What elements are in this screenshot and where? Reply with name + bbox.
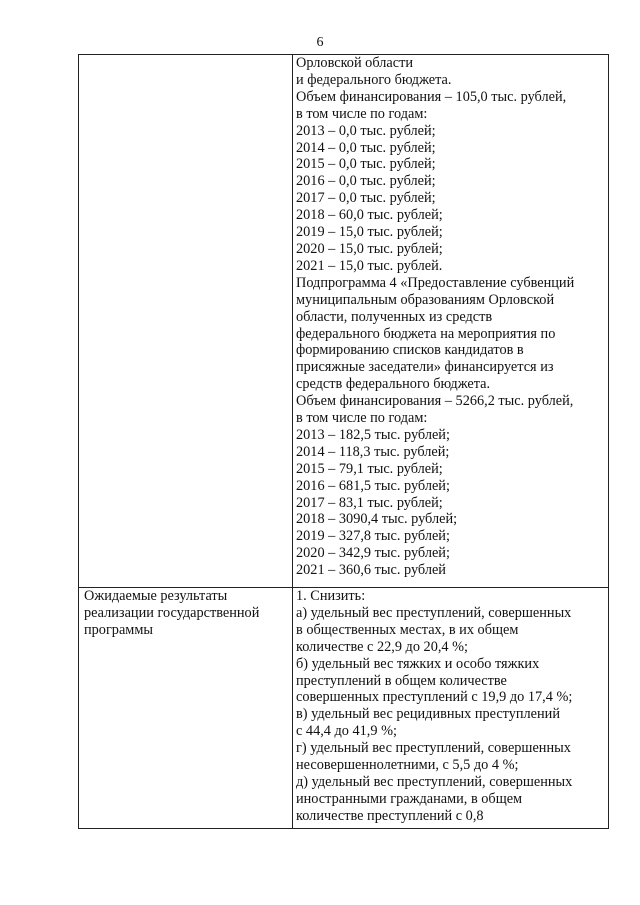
text-line: 2015 – 0,0 тыс. рублей; <box>296 156 436 173</box>
text-line: с 44,4 до 41,9 %; <box>296 723 397 740</box>
text-line: 2018 – 3090,4 тыс. рублей; <box>296 511 458 528</box>
text-line: 2016 – 681,5 тыс. рублей; <box>296 477 450 494</box>
text-line: в) удельный вес рецидивных преступлений <box>296 706 560 723</box>
text-line: 2016 – 0,0 тыс. рублей; <box>296 173 436 190</box>
text-line: средств федерального бюджета. <box>296 376 491 393</box>
text-line: 2014 – 118,3 тыс. рублей; <box>296 443 450 460</box>
text-line: присяжные заседатели» финансируется из <box>296 359 554 376</box>
text-line: д) удельный вес преступлений, совершенных <box>296 773 573 790</box>
text-line: формированию списков кандидатов в <box>296 342 524 359</box>
text-line: Орловской области <box>296 55 413 71</box>
text-line: в общественных местах, в их общем <box>296 621 519 638</box>
label-line: Ожидаемые результаты <box>84 588 228 604</box>
text-line: 2019 – 327,8 тыс. рублей; <box>296 528 450 545</box>
text-line: 1. Снизить: <box>296 588 366 604</box>
text-line: Объем финансирования – 105,0 тыс. рублей, <box>296 88 567 105</box>
financing-cell <box>293 55 609 588</box>
text-line: иностранными гражданами, в общем <box>296 790 523 807</box>
text-line: 2013 – 182,5 тыс. рублей; <box>296 426 450 443</box>
page-number: 6 <box>316 35 324 50</box>
text-line: 2021 – 15,0 тыс. рублей. <box>296 257 443 274</box>
text-line: совершенных преступлений с 19,9 до 17,4 %; <box>296 689 573 706</box>
label-line: программы <box>84 621 154 638</box>
row-label-cell <box>79 55 293 588</box>
expected-results-label-cell <box>79 588 293 829</box>
text-line: преступлений в общем количестве <box>296 672 507 689</box>
text-line: 2017 – 0,0 тыс. рублей; <box>296 190 436 207</box>
table-row-expected-results <box>79 588 609 829</box>
text-line: 2013 – 0,0 тыс. рублей; <box>296 122 436 139</box>
text-line: муниципальным образованиям Орловской <box>296 291 555 308</box>
expected-results-cell <box>293 588 609 829</box>
text-line: 2014 – 0,0 тыс. рублей; <box>296 139 436 156</box>
text-line: г) удельный вес преступлений, совершенных <box>296 740 571 757</box>
text-line: 2018 – 60,0 тыс. рублей; <box>296 207 443 224</box>
text-line: Подпрограмма 4 «Предоставление субвенций <box>296 274 575 291</box>
text-line: и федерального бюджета. <box>296 71 452 88</box>
text-line: федерального бюджета на мероприятия по <box>296 325 556 342</box>
text-line: а) удельный вес преступлений, совершенных <box>296 604 572 621</box>
text-line: количестве с 22,9 до 20,4 %; <box>296 638 469 655</box>
text-line: области, полученных из средств <box>296 308 493 325</box>
table-row-financing <box>79 55 609 588</box>
text-line: 2020 – 15,0 тыс. рублей; <box>296 240 443 257</box>
text-line: 2019 – 15,0 тыс. рублей; <box>296 224 443 241</box>
text-line: Объем финансирования – 5266,2 тыс. рублей, <box>296 393 574 410</box>
text-line: 2020 – 342,9 тыс. рублей; <box>296 545 450 562</box>
text-line: количестве преступлений с 0,8 <box>296 807 484 824</box>
text-line: несовершеннолетними, с 5,5 до 4 %; <box>296 757 519 774</box>
text-line: б) удельный вес тяжких и особо тяжких <box>296 655 540 672</box>
text-line: 2015 – 79,1 тыс. рублей; <box>296 460 443 477</box>
text-line: в том числе по годам: <box>296 105 428 122</box>
program-passport-table <box>78 54 609 829</box>
text-line: в том числе по годам: <box>296 410 428 427</box>
text-line: 2021 – 360,6 тыс. рублей <box>296 562 446 579</box>
label-line: реализации государственной <box>84 604 260 621</box>
text-line: 2017 – 83,1 тыс. рублей; <box>296 494 443 511</box>
